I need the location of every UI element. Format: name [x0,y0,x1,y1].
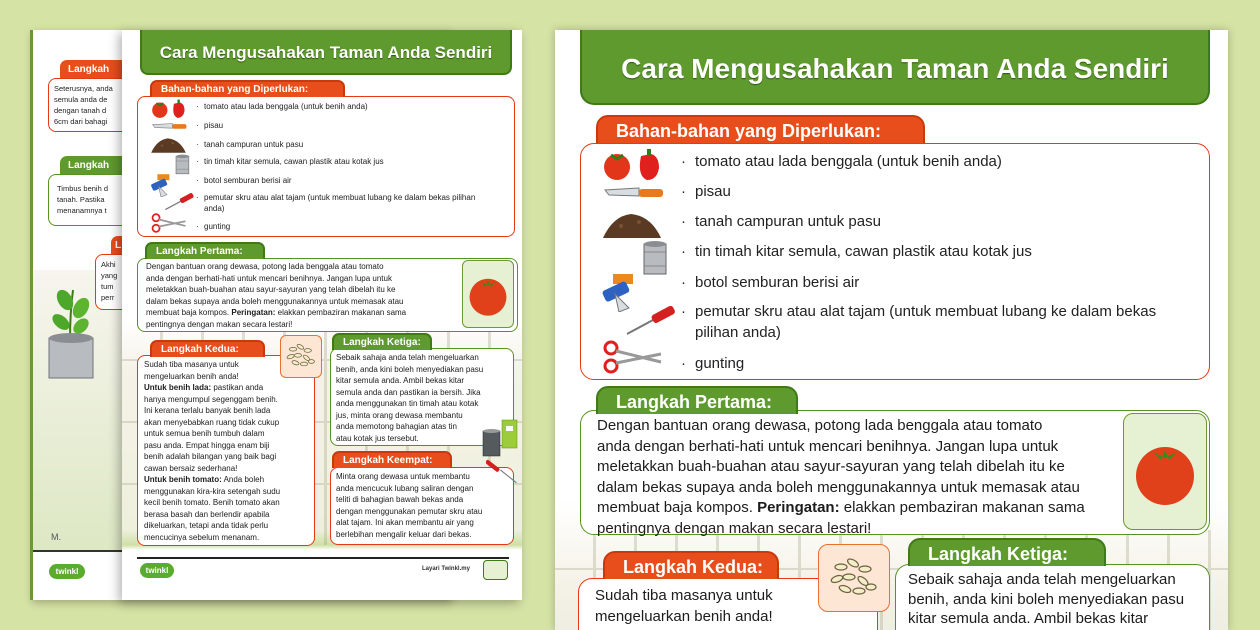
text-line: cawan bersaiz sederhana! [144,463,238,473]
text-line [144,474,308,486]
text-line: pasu anda. Empat hingga enam biji [144,440,270,450]
material-item: · botol semburan berisi air [196,176,292,185]
text-line: mengeluarkan benih anda! [595,607,773,625]
seeds-image [818,544,890,612]
text-line: pentingnya dengan makan secara lestari! [146,319,293,329]
back-step-tab: Langkah [60,156,180,174]
step3-heading: Langkah Ketiga: [332,333,432,350]
material-item: · tomato atau lada benggala (untuk benih anda) [681,153,1002,170]
text-line: pentingnya dengan makan secara lestari! [597,519,872,537]
text-line: perr [101,293,115,302]
material-label: pisau [204,121,224,130]
text-line [597,498,1193,519]
text-line: anda memotong bahagian atas tin [336,422,457,431]
text-line: anda dengan berhati-hati untuk mencari benihnya. Jangan lupa untuk [146,273,392,283]
step1-heading: Langkah Pertama: [596,386,798,414]
step1-heading: Langkah Pertama: [145,242,265,259]
tomato-icon [1132,432,1198,510]
text-segment: pastikan anda [211,383,264,392]
materials-heading: Bahan-bahan yang Diperlukan: [596,115,925,143]
text-line: meletakkan buah-buahan atau sayur-sayuran yang telah dibelah itu ke [597,458,1065,476]
text-segment: membuat baja kompos. [146,308,232,317]
text-line: mencucinya sebelum menanam. [144,532,260,542]
text-line: dikeluarkan, tetapi anda tidak perlu [144,521,269,530]
worksheet-preview-small [122,30,522,600]
seeds-icon [282,337,320,375]
text-line: hanya mengumpul segenggam benih. [144,394,278,404]
step4-text [336,471,508,540]
text-line: Sebaik sahaja anda telah mengeluarkan [336,353,479,362]
text-line: yang [101,271,118,280]
back-step-tab: Langkah [60,60,180,78]
tomato-pepper-icon [601,148,671,182]
material-label: pemutar skru atau alat tajam (untuk membuat lubang ke dalam bekas pilihan anda) [204,193,476,213]
text-line: untuk semua benih tumbuh dalam [144,429,265,438]
bold-label: Untuk benih tomato: [144,475,222,484]
screwdriver-icon [486,456,519,486]
page-title: Cara Mengusahakan Taman Anda Sendiri [140,30,512,75]
text-line: Timbus benih d [57,184,108,193]
quality-badge-icon [483,560,508,580]
tomato-image [1123,413,1207,530]
text-line: tum [101,282,114,291]
text-line [146,307,509,319]
text-line: Akhi [101,260,116,269]
text-line: dengan menggunakan pemutar skru atau [336,506,483,516]
text-line: Sudah tiba masanya untuk [144,360,239,369]
text-line: dalam bekas supaya anda boleh menggunakannya untuk memasak atau [146,296,404,306]
material-item: · gunting [196,222,231,231]
step2-box [137,355,315,546]
text-line [144,382,308,394]
material-label: tin timah kitar semula, cawan plastik atau kotak jus [695,243,1032,260]
text-line: meletakkan buah-buahan atau sayur-sayuran yang telah dibelah itu ke [146,285,396,294]
step4-heading: Langkah Keempat: [332,451,452,468]
text-line: Dengan bantuan orang dewasa, potong lada benggala atau tomato [146,262,384,271]
scissors-icon [150,213,188,233]
text-line: akan menyebabkan ruang tidak cukup [144,417,280,427]
text-line: kitar semula anda. Ambil bekas kitar [908,610,1149,627]
twinkl-logo: twinkl [140,563,174,578]
material-label: tin timah kitar semula, cawan plastik atau kotak jus [204,157,384,166]
text-line: Minta orang dewasa untuk membantu [336,472,470,481]
step3-box [895,564,1210,630]
material-item: · botol semburan berisi air [681,274,860,291]
text-line: Sudah tiba masanya untuk [595,587,773,604]
materials-box [137,96,515,237]
material-item: · pemutar skru atau alat tajam (untuk membuat lubang ke dalam bekas pilihan anda) [196,192,486,214]
tin-can-icon [641,240,671,276]
material-item: · tin timah kitar semula, cawan plastik atau kotak jus [196,157,384,166]
footer-divider [137,557,509,559]
step2-heading: Langkah Kedua: [603,551,779,579]
text-line: Seterusnya, anda [54,84,113,93]
text-line: tanah. Pastika [57,195,105,204]
text-line: anda mencucuk lubang saliran dengan [336,483,474,493]
text-line: menanamnya t [57,206,107,215]
knife-icon [603,182,665,206]
tin-can-icon [174,154,192,175]
text-line: anda menggunakan tin timah atau kotak [336,399,479,408]
twinkl-logo: twinkl [49,564,85,579]
material-label: gunting [204,222,231,231]
step1-text [146,261,509,330]
material-label: pisau [695,183,731,200]
material-item: · tanah campuran untuk pasu [196,140,304,149]
step1-box [580,410,1210,535]
material-item: · pisau [681,183,731,200]
soil-icon [150,136,187,154]
bold-label: Peringatan: [231,308,276,317]
text-line: dengan tanah d [54,106,107,115]
scissors-icon [601,340,665,374]
material-item: · pemutar skru atau alat tajam (untuk membuat lubang ke dalam bekas pilihan anda) [681,301,1181,343]
worksheet-preview-large [555,30,1228,630]
material-item: · tomato atau lada benggala (untuk benih anda) [196,102,368,111]
text-line: Ini kerana terlalu banyak benih lada [144,406,271,415]
text-line: Sebaik sahaja anda telah mengeluarkan [908,571,1176,588]
text-line: 6cm dari bahagi [54,117,108,126]
text-line: Dengan bantuan orang dewasa, potong lada benggala atau tomato [597,417,1043,434]
material-label: botol semburan berisi air [695,274,860,291]
materials-box [580,143,1210,380]
screwdriver-icon [163,193,196,212]
text-line: berlebihan mengalir keluar dari bekas. [336,529,472,539]
screwdriver-icon [623,306,679,338]
step1-box [137,258,518,332]
text-line: benih adalah bilangan yang baik bagi [144,452,277,461]
seeds-image [280,335,322,378]
text-line: teliti di bahagian bawah bekas anda [336,495,464,504]
soil-icon [601,210,663,240]
material-item: · gunting [681,355,745,372]
tomato-icon [467,269,509,319]
text-line: jus, minta orang dewasa membantu [336,410,463,420]
knife-icon [151,120,188,134]
text-line: anda dengan berhati-hati untuk mencari benihnya. Jangan lupa untuk [597,437,1059,455]
material-item: · pisau [196,121,224,130]
material-label: tomato atau lada benggala (untuk benih anda) [204,102,368,111]
bold-label: Untuk benih lada: [144,383,212,392]
footer-link[interactable]: Layari Twinkl.my [422,566,470,572]
text-line: semula anda dan pastikan ia bersih. Jika [336,387,481,397]
step2-heading: Langkah Kedua: [150,340,265,357]
text-line: semula anda de [54,95,108,104]
material-label: tanah campuran untuk pasu [204,140,304,149]
page-title: Cara Mengusahakan Taman Anda Sendiri [580,30,1210,105]
back-step-tab: L [111,236,191,254]
text-segment: Anda boleh [221,475,265,484]
text-line: berasa basah dan berlendir apabila [144,509,270,519]
seeds-icon [823,549,885,607]
text-line: kecil benih tomato. Benih tomato akan [144,498,280,507]
material-item: · tin timah kitar semula, cawan plastik atau kotak jus [681,243,1032,260]
text-segment: membuat baja kompos. [597,499,758,517]
step2-text [144,359,308,543]
text-line: mengeluarkan benih anda! [144,371,239,381]
bold-label: Peringatan: [757,499,840,517]
material-label: tomato atau lada benggala (untuk benih anda) [695,153,1002,170]
tomato-image [462,260,514,328]
page-mark: M. [51,532,61,542]
text-line: benih, anda kini boleh menyediakan pasu [336,364,484,374]
text-line: menggunakan kira-kira setengah sudu [144,486,281,496]
text-line: kitar semula anda. Ambil bekas kitar [336,376,465,385]
material-item: · tanah campuran untuk pasu [681,213,881,230]
text-segment: elakkan pembaziran makanan sama [839,499,1085,517]
text-line: alat tajam. Ini akan membantu air yang [336,518,474,527]
step3-heading: Langkah Ketiga: [908,538,1106,566]
step3-text [908,570,1197,629]
material-label: gunting [695,355,745,372]
text-segment: elakkan pembaziran makanan sama [275,308,407,317]
text-line: benih, anda kini boleh menyediakan pasu [908,590,1185,608]
tin-and-juice-box-icon [480,416,520,459]
materials-heading: Bahan-bahan yang Diperlukan: [150,80,345,97]
tomato-pepper-icon [150,99,192,119]
text-line: dalam bekas supaya anda boleh menggunakannya untuk memasak atau [597,478,1080,496]
material-label: tanah campuran untuk pasu [695,213,881,230]
step1-text [597,416,1193,540]
text-line: atau kotak jus tersebut. [336,433,419,443]
material-label: botol semburan berisi air [204,176,292,185]
plant-in-tin-icon [43,280,98,380]
material-label: pemutar skru atau alat tajam (untuk membuat lubang ke dalam bekas pilihan anda) [695,303,1157,341]
